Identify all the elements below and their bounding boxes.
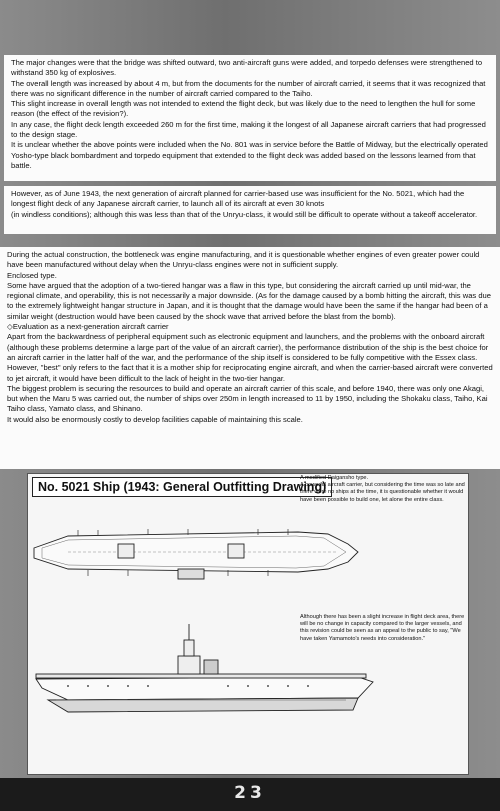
drawing-note-top: A modified Daigansho type. A powerful aircraft carrier, but considering the time was so late and there were no ships at the time, it is questionable whether it would have been possible to build one, let alone the entire class. — [300, 475, 465, 503]
text-panel-evaluation: During the actual construction, the bottleneck was engine manufacturing, and it is questionable whether engines of even greater power could have been manufactured without delay when the Unryu-class engines were not in sufficient supply. Enclosed type. Some have argued that the adoption of a two-tiered hangar was a flaw in this type, but considering the aircraft carried up until mid-war, the regional climate, and operability, this is not necessarily a major downside. (As for the damage caused by a bomb hitting the aircraft, this was due to the extremely lightweight hangar structure in Japan, and it is thought that the damage would have been the same if the hangar had been of a similar weight (destruction would have been caused by the shock wave that arrived before the blast from the bomb). ◇Evaluation as a next-generation aircraft carrier Apart from the backwardness of peripheral equipment such as electronic equipment and launchers, and the problems with the onboard aircraft (although these problems determine a large part of the value of an aircraft carrier), the performance distribution of the ship is the best choice for an aircraft carrier in the latter half of the war, and the performance of the ship itself is considered to be fully competitive with the Essex class. However, "best" only refers to the fact that it is a mother ship for reciprocating engine aircraft, and when the carrier-based aircraft were converted to jet aircraft, it would have been difficult to the lack of height in the two-tier hangar. The biggest problem is securing the resources to build and operate an aircraft carrier of this scale, and before 1940, there was only one Akagi, but when the Maru 5 was carried out, the number of ships over 250m in length increased to 11 by 1950, including the Shokaku class, Taiho, Kai Taiho class, Yamato class, and Shinano. It would also be enormously costly to develop facilities capable of maintaining this scale. — [0, 247, 500, 469]
ship-drawing-figure — [27, 473, 469, 775]
text-panel-middle: However, as of June 1943, the next generation of aircraft planned for carrier-based use was insufficient for the No. 5021, which had the longest flight deck of any Japanese aircraft carrier, to launch all of its aircraft at even 30 knots (in windless conditions); although this was less than that of the Unryu-class, it would still be difficult to operate without a takeoff accelerator. — [4, 186, 496, 234]
drawing-note-bottom: Although there has been a slight increase in flight deck area, there will be no change in capacity compared to the larger vessels, and this revision could be seen as an appeal to the public to say, "We have taken Yamamoto's needs into consideration." — [300, 614, 466, 642]
flight-deck-plan-view — [34, 532, 358, 579]
page-number: 23 — [234, 783, 266, 803]
text-panel-top: The major changes were that the bridge was shifted outward, two anti-aircraft guns were added, and torpedo defenses were strengthened to withstand 350 kg of explosives. The overall length was increased by about 4 m, but from the documents for the number of aircraft carried, it seems that it was recognized that there was no significant difference in the number of aircraft carried compared to the Taiho. This slight increase in overall length was not intended to extend the flight deck, but was likely due to the need to lengthen the hull for some reason (the effect of the revision?). In any case, the flight deck length exceeded 260 m for the first time, making it the longest of all Japanese aircraft carriers that had progressed to the design stage. It is unclear whether the above points were included when the No. 801 was in service before the Battle of Midway, but the electrically operated Yosho-type black bombardment and torpedo equipment that extended to the flight deck was added based on the lessons learned from that battle. — [4, 55, 496, 181]
drawing-title: No. 5021 Ship (1943: General Outfitting Drawing) — [32, 477, 332, 497]
